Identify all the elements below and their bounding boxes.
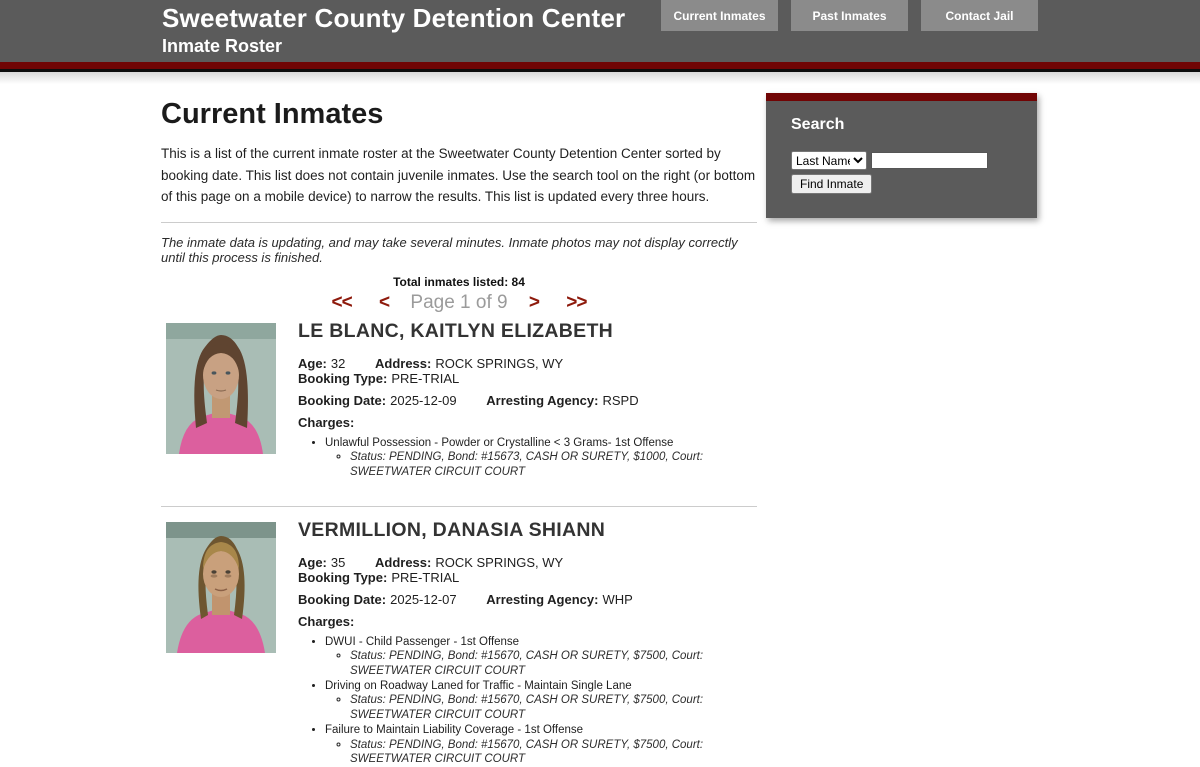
arresting-agency-label: Arresting Agency: <box>486 591 599 607</box>
charge-text: Failure to Maintain Liability Coverage - 1st Offense <box>325 724 584 737</box>
app-header <box>0 0 1200 62</box>
charges-list <box>298 436 757 479</box>
age-label: Age: <box>298 355 327 371</box>
inmate-info-line <box>298 356 757 386</box>
charge-status: ◦ Status: PENDING, Bond: #15670, CASH OR SURETY, $7500, Court: SWEETWATER CIRCUIT COURT <box>350 693 757 722</box>
charges-list <box>298 635 757 766</box>
charge-status: ◦ Status: PENDING, Bond: #15670, CASH OR SURETY, $7500, Court: SWEETWATER CIRCUIT COURT <box>350 649 757 678</box>
charge-status: ◦ Status: PENDING, Bond: #15673, CASH OR SURETY, $1000, Court: SWEETWATER CIRCUIT COURT <box>350 450 757 479</box>
charges-label: Charges: <box>298 613 355 629</box>
main-content <box>161 98 757 767</box>
inmate-info-line <box>298 555 757 585</box>
charges-label: Charges: <box>298 414 355 430</box>
age-value: 35 <box>330 554 346 570</box>
age-value: 32 <box>330 355 346 371</box>
age-label: Age: <box>298 554 327 570</box>
charge-item <box>325 635 757 678</box>
inmate-info-line <box>298 592 757 607</box>
first-page-button[interactable]: << <box>331 291 352 313</box>
search-panel-body <box>766 101 1037 218</box>
inmate-details <box>298 519 757 767</box>
nav-past-inmates-button[interactable]: Past Inmates <box>791 0 908 31</box>
search-panel-accent <box>766 93 1037 101</box>
total-inmates-count: Total inmates listed: 84 <box>393 274 525 289</box>
next-page-button[interactable]: > <box>528 291 539 313</box>
booking-type-label: Booking Type: <box>298 569 388 585</box>
update-notice: The inmate data is updating, and may take several minutes. Inmate photos may not display correctly until this process is finished. <box>161 234 738 265</box>
pagination <box>161 292 757 314</box>
charge-text: DWUI - Child Passenger - 1st Offense <box>325 635 520 648</box>
address-value: ROCK SPRINGS, WY <box>435 554 564 570</box>
page-title: Current Inmates <box>161 98 384 130</box>
address-label: Address: <box>374 554 432 570</box>
search-field-select[interactable] <box>791 151 867 170</box>
booking-date-label: Booking Date: <box>298 392 387 408</box>
site-title: Sweetwater County Detention Center <box>162 3 626 33</box>
charge-text: Unlawful Possession - Powder or Crystalline < 3 Grams- 1st Offense <box>325 436 674 449</box>
inmate-record <box>161 519 757 767</box>
page-indicator: Page 1 of 9 <box>410 291 508 313</box>
booking-type-value: PRE-TRIAL <box>391 569 460 585</box>
address-value: ROCK SPRINGS, WY <box>435 355 564 371</box>
charge-item <box>325 723 757 766</box>
site-subtitle: Inmate Roster <box>162 36 283 56</box>
top-nav <box>661 0 1038 31</box>
booking-type-label: Booking Type: <box>298 370 388 386</box>
arresting-agency-value: WHP <box>602 591 633 607</box>
inmate-photo <box>161 519 281 656</box>
accent-bar <box>0 62 1200 72</box>
charge-status: ◦ Status: PENDING, Bond: #15670, CASH OR SURETY, $7500, Court: SWEETWATER CIRCUIT COURT <box>350 738 757 767</box>
booking-date-value: 2025-12-07 <box>390 591 457 607</box>
last-page-button[interactable]: >> <box>566 291 587 313</box>
booking-type-value: PRE-TRIAL <box>391 370 460 386</box>
inmate-name: LE BLANC, KAITLYN ELIZABETH <box>298 319 614 342</box>
inmate-info-line <box>298 393 757 408</box>
header-shadow <box>0 72 1200 84</box>
find-inmate-button[interactable]: Find Inmate <box>791 174 872 194</box>
intro-paragraph: This is a list of the current inmate roster at the Sweetwater County Detention Center sorted by booking date. This list does not contain juvenile inmates. Use the search tool on the right (or bottom of this page on a mobile device) to narrow the results. This list is updated every three hours. <box>161 146 756 205</box>
nav-contact-jail-button[interactable]: Contact Jail <box>921 0 1038 31</box>
search-title: Search <box>791 116 845 133</box>
charge-item <box>325 436 757 479</box>
inmate-details <box>298 320 757 480</box>
charge-item <box>325 679 757 722</box>
record-divider <box>161 506 757 507</box>
header-titles <box>162 3 625 57</box>
address-label: Address: <box>374 355 432 371</box>
inmate-name: VERMILLION, DANASIA SHIANN <box>298 518 606 541</box>
search-row <box>791 151 1012 170</box>
booking-date-label: Booking Date: <box>298 591 387 607</box>
search-panel <box>766 93 1037 218</box>
divider <box>161 222 757 223</box>
booking-date-value: 2025-12-09 <box>390 392 457 408</box>
arresting-agency-value: RSPD <box>602 392 639 408</box>
prev-page-button[interactable]: < <box>379 291 390 313</box>
arresting-agency-label: Arresting Agency: <box>486 392 599 408</box>
search-input[interactable] <box>871 152 988 169</box>
inmate-photo <box>161 320 281 457</box>
nav-current-inmates-button[interactable]: Current Inmates <box>661 0 778 31</box>
charge-text: Driving on Roadway Laned for Traffic - Maintain Single Lane <box>325 680 632 693</box>
inmate-record <box>161 320 757 480</box>
